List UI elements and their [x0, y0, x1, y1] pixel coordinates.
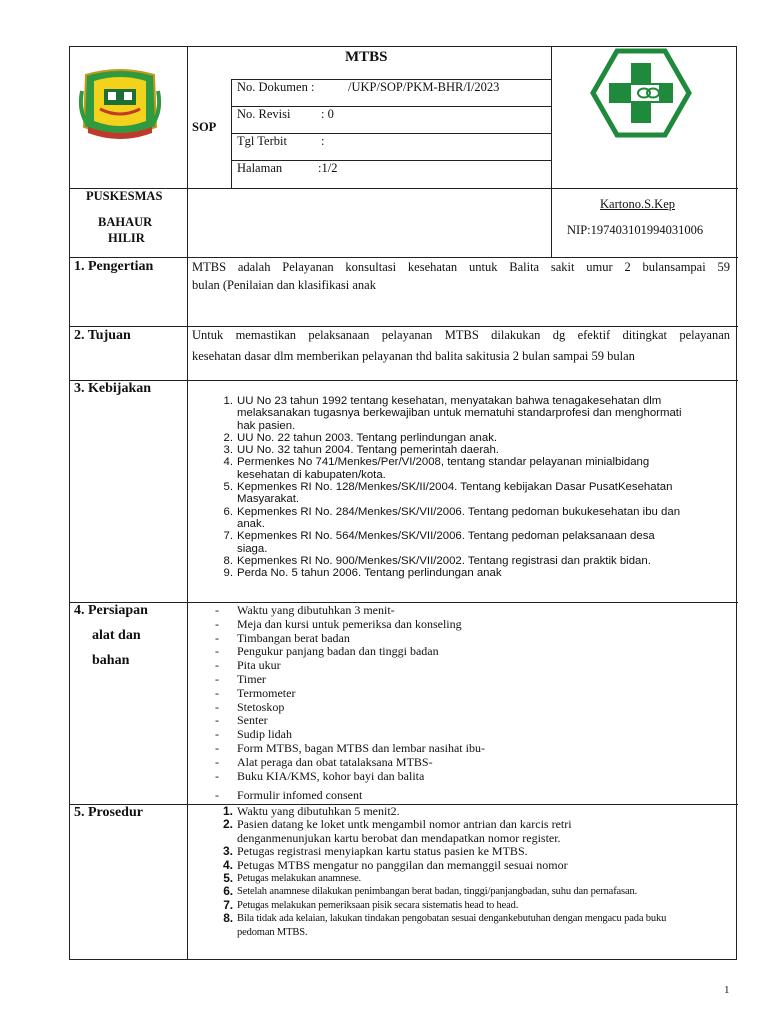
- prosedur-item: [222, 817, 732, 845]
- list-dash: -: [215, 768, 219, 783]
- list-item-text: Kepmenkes RI No. 900/Menkes/SK/VII/2002. Tentang registrasi dan praktik bidan.: [237, 554, 651, 567]
- list-item-text: Petugas MTBS mengatur no panggilan dan memanggil sesuai nomor: [237, 857, 568, 872]
- prosedur-item: [222, 804, 732, 818]
- list-item-text: Buku KIA/KMS, kohor bayi dan balita: [237, 768, 425, 783]
- list-item-text: Timbangan berat badan: [237, 630, 350, 645]
- list-number: 7.: [223, 530, 233, 543]
- list-item-text: Pasien datang ke loket untk mengambil nomor antrian dan karcis retri: [237, 817, 572, 832]
- list-number: 2.: [223, 431, 233, 444]
- kebijakan-item: [223, 456, 732, 481]
- list-item-text: UU No. 32 tahun 2004. Tentang pemerintah daerah.: [237, 444, 499, 457]
- list-item-text: Form MTBS, bagan MTBS dan lembar nasihat ibu-: [237, 740, 485, 755]
- section-title-persiapan-line3: bahan: [92, 653, 130, 668]
- section-title-persiapan-line2: alat dan: [92, 628, 141, 643]
- list-item-text: Kepmenkes RI No. 128/Menkes/SK/II/2004. Tentang kebijakan Dasar PusatKesehatan: [237, 481, 673, 494]
- list-number: 1.: [222, 804, 233, 818]
- field-value-no-revisi: : 0: [321, 107, 334, 121]
- list-item-text: Pengukur panjang badan dan tinggi badan: [237, 644, 439, 659]
- signer-name: Kartono.S.Kep: [600, 197, 675, 211]
- list-dash: -: [215, 658, 219, 673]
- list-dash: -: [215, 671, 219, 686]
- list-dash: -: [215, 603, 219, 617]
- list-number: 8.: [223, 554, 233, 567]
- list-item-text: Termometer: [237, 685, 296, 700]
- field-value-tgl-terbit: :: [321, 134, 325, 148]
- list-item-text: UU No 23 tahun 1992 tentang kesehatan, menyatakan bahwa tenagakesehatan dlm: [237, 395, 662, 407]
- kebijakan-item: [223, 481, 732, 506]
- regency-emblem: [78, 67, 162, 143]
- list-item-text: Kepmenkes RI No. 284/Menkes/SK/VII/2006. Tentang pedoman bukukesehatan ibu dan: [237, 505, 681, 518]
- persiapan-item: [215, 616, 727, 632]
- pengertian-line2: bulan (Penilaian dan klasifikasi anak: [192, 278, 376, 292]
- persiapan-item: [215, 768, 727, 784]
- section-title-prosedur: 5. Prosedur: [74, 805, 143, 820]
- list-item-text: Perda No. 5 tahun 2006. Tentang perlindungan anak: [237, 567, 502, 580]
- org-name-line3: HILIR: [108, 231, 145, 245]
- list-item-text: Petugas registrasi menyiapkan kartu status pasien ke MTBS.: [237, 844, 528, 859]
- list-item-text: Meja dan kursi untuk pemeriksa dan konseling: [237, 616, 462, 631]
- list-number: 6.: [223, 884, 233, 899]
- tujuan-line2: kesehatan dasar dlm memberikan pelayanan thd balita sakitusia 2 bulan sampai 59 bulan: [192, 349, 635, 363]
- list-item-text: Petugas melakukan pemeriksaan pisik secara sistematis head to head.: [237, 899, 519, 911]
- section-title-tujuan: 2. Tujuan: [74, 328, 131, 343]
- persiapan-item: [215, 630, 727, 646]
- persiapan-item: [215, 671, 727, 687]
- sop-label: SOP: [192, 120, 217, 134]
- field-label-halaman: Halaman: [237, 161, 283, 175]
- list-dash: -: [215, 754, 219, 769]
- org-name-line1: PUSKESMAS: [86, 189, 163, 203]
- puskesmas-logo-icon: [587, 47, 695, 143]
- sop-table: [69, 46, 737, 960]
- kebijakan-item: [223, 567, 732, 580]
- list-item-text: Senter: [237, 713, 268, 728]
- prosedur-list: [222, 804, 732, 939]
- page-number: 1: [724, 984, 730, 996]
- list-item-text: Alat peraga dan obat tatalaksana MTBS-: [237, 754, 433, 769]
- list-number: 1.: [223, 395, 233, 407]
- list-dash: -: [215, 685, 219, 700]
- kebijakan-item: [223, 395, 732, 432]
- puskesmas-logo: [587, 47, 695, 143]
- list-number: 4.: [223, 456, 233, 469]
- list-item-text: UU No. 22 tahun 2003. Tentang perlindungan anak.: [237, 431, 498, 444]
- list-item-text: Sudip lidah: [237, 727, 293, 742]
- persiapan-item: [215, 727, 727, 742]
- list-item-text: Permenkes No 741/Menkes/Per/VI/2008, tentang standar pelayanan minialbidang: [237, 456, 650, 469]
- prosedur-item: [223, 897, 732, 912]
- section-title-persiapan-line1: 4. Persiapan: [74, 603, 148, 618]
- list-dash: -: [215, 727, 219, 742]
- persiapan-item: [215, 644, 727, 659]
- list-item-text: pedoman MTBS.: [237, 926, 308, 938]
- list-number: 5.: [223, 481, 233, 494]
- kebijakan-item: [223, 444, 732, 457]
- document-title: MTBS: [345, 49, 388, 65]
- pengertian-line1: MTBS adalah Pelayanan konsultasi kesehatan untuk Balita sakit umur 2 bulansampai 59: [192, 260, 730, 274]
- kebijakan-item: [223, 505, 732, 531]
- prosedur-item: [223, 884, 732, 899]
- persiapan-item: [215, 788, 727, 803]
- prosedur-item: [222, 857, 732, 872]
- persiapan-item: [215, 699, 727, 715]
- regency-emblem-icon: [78, 67, 162, 143]
- persiapan-item: [215, 713, 727, 728]
- kebijakan-item: [223, 431, 732, 444]
- list-item-text: Waktu yang dibutuhkan 3 menit-: [237, 603, 395, 617]
- list-dash: -: [215, 644, 219, 659]
- list-dash: -: [215, 788, 219, 803]
- tujuan-line1: Untuk memastikan pelaksanaan pelayanan MTBS dilakukan dg efektif ditingkat pelayanan: [192, 328, 730, 342]
- field-value-no-dokumen: /UKP/SOP/PKM-BHR/I/2023: [348, 80, 500, 94]
- list-item-text: Bila tidak ada kelaian, lakukan tindakan pengobatan sesuai dengankebutuhan dengan mengacu pada buku: [237, 913, 667, 925]
- list-item-text: Petugas melakukan anamnese.: [237, 873, 361, 885]
- persiapan-item: [215, 685, 727, 701]
- prosedur-item: [223, 871, 732, 886]
- list-number: 2.: [222, 817, 233, 832]
- prosedur-item: [222, 844, 732, 859]
- list-item-text: siaga.: [237, 542, 268, 555]
- list-number: 6.: [223, 505, 233, 518]
- list-dash: -: [215, 630, 219, 645]
- list-item-text: Waktu yang dibutuhkan 5 menit2.: [237, 804, 400, 818]
- signer-nip: NIP:197403101994031006: [567, 223, 704, 237]
- list-item-text: denganmenunjukan kartu berobat dan mendapatkan nomor register.: [237, 830, 561, 845]
- list-number: 9.: [223, 567, 233, 580]
- org-name-line2: BAHAUR: [98, 215, 153, 229]
- list-number: 5.: [223, 871, 233, 886]
- list-item-text: hak pasien.: [237, 419, 296, 432]
- list-item-text: melaksanakan tugasnya berkewajiban untuk mematuhi standarprofesi dan menghormati: [237, 407, 682, 420]
- persiapan-item: [215, 603, 727, 618]
- list-number: 4.: [222, 857, 233, 872]
- persiapan-list: [215, 603, 727, 803]
- list-item-text: Timer: [237, 671, 266, 686]
- field-value-halaman: :1/2: [318, 161, 338, 175]
- list-item-text: Formulir infomed consent: [237, 788, 363, 803]
- persiapan-item: [215, 740, 727, 756]
- prosedur-item: [223, 911, 732, 939]
- section-title-pengertian: 1. Pengertian: [74, 259, 154, 274]
- list-item-text: kesehatan di kabupaten/kota.: [237, 468, 386, 481]
- list-dash: -: [215, 616, 219, 631]
- list-number: 7.: [223, 897, 233, 912]
- list-number: 3.: [223, 444, 233, 457]
- list-dash: -: [215, 699, 219, 714]
- persiapan-item: [215, 658, 727, 673]
- persiapan-item: [215, 754, 727, 770]
- list-item-text: Kepmenkes RI No. 564/Menkes/SK/VII/2006. Tentang pedoman pelaksanaan desa: [237, 530, 655, 543]
- list-dash: -: [215, 740, 219, 755]
- list-item-text: Masyarakat.: [237, 493, 300, 506]
- list-item-text: anak.: [237, 517, 265, 530]
- list-item-text: Setelah anamnese dilakukan penimbangan berat badan, tinggi/panjangbadan, suhu dan pernafasan.: [237, 886, 638, 898]
- section-title-kebijakan: 3. Kebijakan: [74, 381, 152, 396]
- field-label-no-revisi: No. Revisi: [237, 107, 291, 121]
- list-item-text: Pita ukur: [237, 658, 281, 673]
- kebijakan-item: [223, 554, 732, 567]
- kebijakan-item: [223, 530, 732, 555]
- list-number: 8.: [223, 911, 233, 926]
- list-dash: -: [215, 713, 219, 728]
- list-number: 3.: [222, 844, 233, 859]
- field-label-tgl-terbit: Tgl Terbit: [237, 134, 287, 148]
- kebijakan-list: [223, 395, 732, 580]
- field-label-no-dokumen: No. Dokumen :: [237, 80, 315, 94]
- list-item-text: Stetoskop: [237, 699, 285, 714]
